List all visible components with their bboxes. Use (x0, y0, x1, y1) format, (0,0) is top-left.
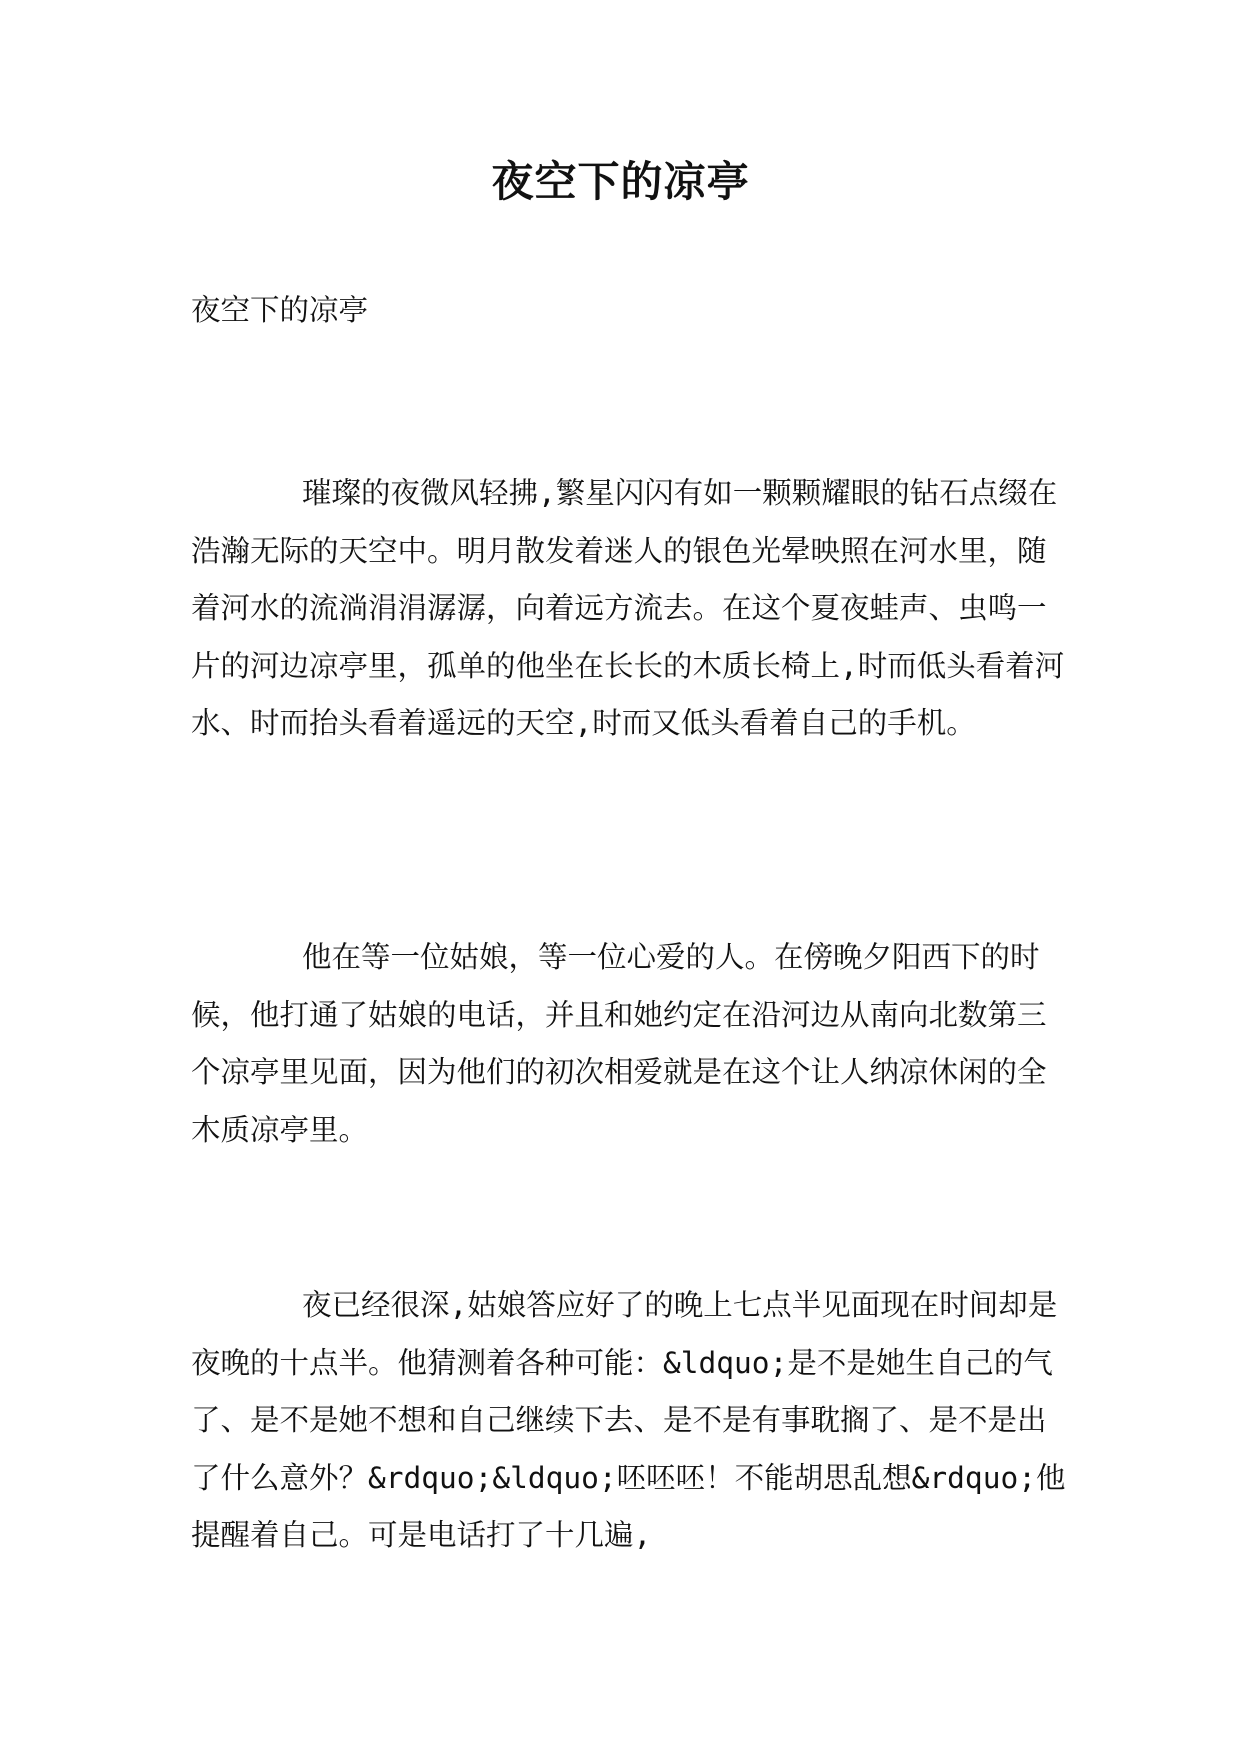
paragraph-2: 他在等一位姑娘，等一位心爱的人。在傍晚夕阳西下的时候，他打通了姑娘的电话，并且和她约定在沿河边从南向北数第三个凉亭里见面，因为他们的初次相爱就是在这个让人纳凉休闲的全木质凉亭里。 (191, 940, 1047, 1147)
paragraph-3: 夜已经很深,姑娘答应好了的晚上七点半见面现在时间却是夜晚的十点半。他猜测着各种可能：&ldquo;是不是她生自己的气了、是不是她不想和自己继续下去、是不是有事耽搁了、是不是出了什么意外？&rdquo;&ldquo;呸呸呸！不能胡思乱想&rdquo;他提醒着自己。可是电话打了十几遍, (191, 1288, 1066, 1552)
paragraph-1: 璀璨的夜微风轻拂,繁星闪闪有如一颗颗耀眼的钻石点缀在浩瀚无际的天空中。明月散发着迷人的银色光晕映照在河水里，随着河水的流淌涓涓潺潺，向着远方流去。在这个夏夜蛙声、虫鸣一片的河边凉亭里，孤单的他坐在长长的木质长椅上,时而低头看着河水、时而抬头看着遥远的天空,时而又低头看着自己的手机。 (191, 476, 1065, 740)
document-title: 夜空下的凉亭 (491, 157, 750, 206)
document-subtitle: 夜空下的凉亭 (191, 293, 369, 327)
